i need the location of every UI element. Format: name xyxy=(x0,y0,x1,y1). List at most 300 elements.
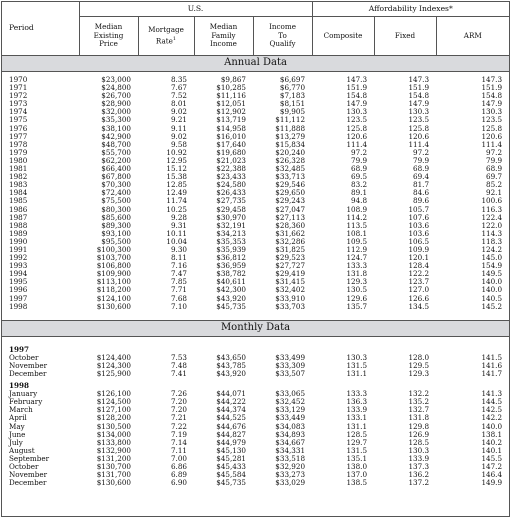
value-cell: 79.9 xyxy=(351,155,368,165)
period-cell: November xyxy=(9,360,48,370)
value-cell: $33,910 xyxy=(275,293,306,303)
value-cell: $103,700 xyxy=(96,253,131,263)
value-cell: $31,415 xyxy=(275,277,306,287)
value-cell: 142.2 xyxy=(481,413,503,423)
value-cell: $32,191 xyxy=(216,220,246,230)
value-cell: 124.7 xyxy=(346,253,368,263)
value-cell: 151.9 xyxy=(481,83,503,93)
value-cell: 123.7 xyxy=(408,277,430,287)
value-cell: 120.1 xyxy=(408,253,430,263)
period-cell: 1970 xyxy=(9,75,28,84)
period-cell: 1990 xyxy=(9,236,28,246)
value-cell: $27,113 xyxy=(275,212,306,222)
value-cell: 151.9 xyxy=(346,83,368,93)
value-cell: $26,700 xyxy=(101,91,131,101)
value-cell: 7.71 xyxy=(170,285,187,295)
value-cell: $31,662 xyxy=(275,228,306,238)
value-cell: $67,800 xyxy=(101,172,131,182)
value-cell: 10.11 xyxy=(166,228,187,238)
value-cell: $128,200 xyxy=(96,413,131,423)
value-cell: 147.3 xyxy=(408,75,430,84)
value-cell: 7.85 xyxy=(170,277,187,287)
value-cell: 7.47 xyxy=(170,269,187,279)
column-header-line: Composite xyxy=(323,30,363,40)
value-cell: 114.3 xyxy=(481,228,503,238)
value-cell: 7.41 xyxy=(170,369,187,378)
value-cell: 116.3 xyxy=(481,204,503,214)
value-cell: 111.4 xyxy=(408,139,430,149)
value-cell: $130,500 xyxy=(96,421,131,431)
value-cell: $21,023 xyxy=(216,155,246,165)
value-cell: 9.28 xyxy=(170,212,187,222)
value-cell: 7.10 xyxy=(170,301,187,311)
value-cell: 118.3 xyxy=(481,236,503,246)
value-cell: $33,129 xyxy=(275,405,306,415)
value-cell: $26,328 xyxy=(275,155,306,165)
value-cell: $43,650 xyxy=(216,352,246,362)
value-cell: $106,800 xyxy=(96,261,131,271)
value-cell: $32,485 xyxy=(275,164,306,174)
value-cell: 130.3 xyxy=(408,445,430,455)
value-cell: 120.6 xyxy=(408,131,430,141)
table-row xyxy=(2,157,509,165)
value-cell: $11,112 xyxy=(275,115,306,125)
value-cell: 129.5 xyxy=(408,360,430,370)
table-row xyxy=(2,303,509,311)
value-cell: $33,499 xyxy=(275,352,306,362)
period-cell: 1984 xyxy=(9,188,28,198)
table-row xyxy=(2,286,509,294)
value-cell: 137.0 xyxy=(346,470,368,480)
value-cell: 97.2 xyxy=(413,147,430,157)
value-cell: $44,827 xyxy=(216,429,246,439)
value-cell: 147.9 xyxy=(408,99,430,109)
period-cell: 1985 xyxy=(9,196,28,206)
value-cell: 130.3 xyxy=(346,107,368,117)
value-cell: 108.9 xyxy=(346,204,368,214)
value-cell: 131.5 xyxy=(346,445,368,455)
value-cell: $29,243 xyxy=(275,196,306,206)
value-cell: 103.6 xyxy=(408,220,430,230)
value-cell: $33,518 xyxy=(275,453,306,463)
value-cell: 103.6 xyxy=(408,228,430,238)
value-cell: 7.22 xyxy=(170,421,187,431)
value-cell: $93,100 xyxy=(101,228,131,238)
table-row xyxy=(2,254,509,262)
value-cell: 15.38 xyxy=(166,172,187,182)
period-cell: 1981 xyxy=(9,164,28,174)
column-header xyxy=(138,17,194,56)
value-cell: $29,650 xyxy=(275,188,306,198)
value-cell: 9.58 xyxy=(170,139,187,149)
value-cell: $43,920 xyxy=(216,293,246,303)
value-cell: $130,600 xyxy=(96,301,131,311)
period-cell: 1995 xyxy=(9,277,28,287)
value-cell: $35,300 xyxy=(101,115,131,125)
table-row xyxy=(2,214,509,222)
table-row xyxy=(2,100,509,108)
value-cell: 123.5 xyxy=(346,115,368,125)
value-cell: 85.2 xyxy=(486,180,503,190)
period-cell: 1974 xyxy=(9,107,28,117)
value-cell: $124,100 xyxy=(96,293,131,303)
value-cell: 7.14 xyxy=(170,437,187,447)
value-cell: 154.8 xyxy=(408,91,430,101)
value-cell: $44,979 xyxy=(216,437,246,447)
value-cell: $32,920 xyxy=(275,462,306,472)
value-cell: $17,640 xyxy=(216,139,246,149)
column-header-line: Qualify xyxy=(269,39,296,49)
value-cell: $45,130 xyxy=(216,445,246,455)
table-row xyxy=(2,354,509,362)
value-cell: $44,071 xyxy=(216,389,246,399)
period-cell: 1992 xyxy=(9,253,28,263)
value-cell: $9,867 xyxy=(220,75,246,84)
value-cell: $126,100 xyxy=(96,389,131,399)
value-cell: 142.5 xyxy=(481,405,503,415)
table-row xyxy=(2,262,509,270)
column-header xyxy=(194,17,253,56)
value-cell: 111.4 xyxy=(346,139,368,149)
value-cell: $20,240 xyxy=(275,147,306,157)
value-cell: $27,735 xyxy=(216,196,246,206)
value-cell: 6.89 xyxy=(170,470,187,480)
value-cell: $43,920 xyxy=(216,369,246,378)
value-cell: 12.49 xyxy=(166,188,187,198)
column-header-line: Family xyxy=(211,30,236,40)
value-cell: 15.12 xyxy=(166,164,187,174)
period-cell: September xyxy=(9,453,50,463)
value-cell: 151.9 xyxy=(408,83,430,93)
value-cell: $134,000 xyxy=(96,429,131,439)
value-cell: 147.3 xyxy=(346,75,368,84)
table-row xyxy=(2,370,509,378)
value-cell: 129.3 xyxy=(408,369,430,378)
value-cell: 149.9 xyxy=(481,478,503,488)
value-cell: 140.5 xyxy=(481,293,503,303)
table-row xyxy=(2,181,509,189)
value-cell: $33,029 xyxy=(275,478,306,488)
column-header xyxy=(374,17,436,56)
value-cell: 154.8 xyxy=(346,91,368,101)
value-cell: 129.3 xyxy=(346,277,368,287)
value-cell: $27,047 xyxy=(275,204,306,214)
table-row xyxy=(2,173,509,181)
value-cell: $44,525 xyxy=(216,413,246,423)
value-cell: $113,100 xyxy=(96,277,131,287)
value-cell: $38,100 xyxy=(101,123,131,133)
value-cell: $44,222 xyxy=(216,397,246,407)
value-cell: $43,785 xyxy=(216,360,246,370)
value-cell: 145.5 xyxy=(481,453,503,463)
column-header xyxy=(79,17,138,56)
value-cell: $45,735 xyxy=(216,478,246,488)
value-cell: $32,402 xyxy=(275,285,306,295)
table-row xyxy=(2,238,509,246)
value-cell: $9,905 xyxy=(279,107,306,117)
table-row xyxy=(2,471,509,479)
value-cell: 11.74 xyxy=(166,196,187,206)
value-cell: $34,213 xyxy=(216,228,246,238)
table-row xyxy=(2,125,509,133)
value-cell: $29,546 xyxy=(275,180,306,190)
value-cell: 133.9 xyxy=(346,405,368,415)
value-cell: $6,770 xyxy=(279,83,306,93)
value-cell: $70,300 xyxy=(101,180,131,190)
affordability-table xyxy=(2,2,509,487)
table-row xyxy=(2,92,509,100)
value-cell: 8.35 xyxy=(170,75,187,84)
value-cell: 147.9 xyxy=(481,99,503,109)
value-cell: $11,116 xyxy=(216,91,246,101)
value-cell: $33,507 xyxy=(275,369,306,378)
period-cell: January xyxy=(9,389,38,399)
value-cell: 145.2 xyxy=(481,301,503,311)
period-cell: 1983 xyxy=(9,180,28,190)
column-header-line: Rate xyxy=(155,36,173,46)
value-cell: 136.2 xyxy=(408,470,430,480)
table-row xyxy=(2,398,509,406)
value-cell: $19,680 xyxy=(216,147,246,157)
value-cell: 133.3 xyxy=(346,261,368,271)
value-cell: $34,331 xyxy=(275,445,306,455)
value-cell: $29,523 xyxy=(275,253,306,263)
value-cell: $24,800 xyxy=(101,83,131,93)
value-cell: $23,000 xyxy=(101,75,131,84)
value-cell: 147.2 xyxy=(481,462,503,472)
value-cell: 132.7 xyxy=(408,405,430,415)
value-cell: $80,300 xyxy=(101,204,131,214)
value-cell: $130,600 xyxy=(96,478,131,488)
table-row xyxy=(2,189,509,197)
annual-data-band: Annual Data xyxy=(2,56,509,72)
period-header: Period xyxy=(2,2,79,56)
value-cell: 113.5 xyxy=(346,220,368,230)
value-cell: 140.0 xyxy=(481,277,503,287)
value-cell: 107.6 xyxy=(408,212,430,222)
value-cell: 130.3 xyxy=(346,352,368,362)
period-cell: 1982 xyxy=(9,172,28,182)
value-cell: 111.4 xyxy=(481,139,503,149)
period-cell: December xyxy=(9,369,47,378)
value-cell: 135.1 xyxy=(346,453,368,463)
value-cell: 10.25 xyxy=(166,204,187,214)
column-header-line: Income xyxy=(210,39,237,49)
value-cell: 69.4 xyxy=(413,172,430,182)
period-cell: 1996 xyxy=(9,285,28,295)
value-cell: $15,834 xyxy=(275,139,306,149)
value-cell: 79.9 xyxy=(486,155,503,165)
value-cell: $35,939 xyxy=(216,244,246,254)
value-cell: 122.2 xyxy=(408,269,430,279)
us-group-header: U.S. xyxy=(79,2,312,17)
value-cell: 141.3 xyxy=(481,389,503,399)
table-row xyxy=(2,270,509,278)
value-cell: 68.9 xyxy=(486,164,503,174)
value-cell: 97.2 xyxy=(486,147,503,157)
value-cell: $75,500 xyxy=(101,196,131,206)
value-cell: 7.21 xyxy=(170,413,187,423)
value-cell: 130.3 xyxy=(408,107,430,117)
value-cell: $34,083 xyxy=(275,421,306,431)
value-cell: 7.52 xyxy=(170,91,187,101)
value-cell: 79.9 xyxy=(413,155,430,165)
column-header-line: Mortgage xyxy=(148,25,184,35)
table-row xyxy=(2,230,509,238)
value-cell: $32,452 xyxy=(275,397,306,407)
value-cell: 149.5 xyxy=(481,269,503,279)
value-cell: 9.02 xyxy=(170,131,187,141)
value-cell: 7.19 xyxy=(170,429,187,439)
value-cell: $100,300 xyxy=(96,244,131,254)
value-cell: $32,286 xyxy=(275,236,306,246)
value-cell: 127.0 xyxy=(408,285,430,295)
value-cell: 9.21 xyxy=(170,115,187,125)
value-cell: 129.8 xyxy=(408,421,430,431)
value-cell: 106.5 xyxy=(408,236,430,246)
value-cell: $14,958 xyxy=(216,123,246,133)
value-cell: 131.8 xyxy=(408,413,430,423)
value-cell: 136.3 xyxy=(346,397,368,407)
value-cell: 7.16 xyxy=(170,261,187,271)
value-cell: 97.2 xyxy=(351,147,368,157)
value-cell: 9.31 xyxy=(170,220,187,230)
value-cell: 147.9 xyxy=(346,99,368,109)
table-row xyxy=(2,84,509,92)
value-cell: $131,700 xyxy=(96,470,131,480)
value-cell: 89.6 xyxy=(413,196,430,206)
value-cell: 100.6 xyxy=(481,196,503,206)
value-cell: $33,309 xyxy=(275,360,306,370)
value-cell: 69.7 xyxy=(486,172,503,182)
value-cell: 133.3 xyxy=(346,389,368,399)
value-cell: 154.8 xyxy=(481,91,503,101)
value-cell: $55,700 xyxy=(101,147,131,157)
value-cell: 105.7 xyxy=(408,204,430,214)
value-cell: $33,065 xyxy=(275,389,306,399)
value-cell: $124,500 xyxy=(96,397,131,407)
value-cell: $10,285 xyxy=(216,83,246,93)
value-cell: 122.0 xyxy=(481,220,503,230)
value-cell: 131.1 xyxy=(346,369,368,378)
value-cell: 83.2 xyxy=(351,180,368,190)
value-cell: $23,433 xyxy=(216,172,246,182)
value-cell: 128.4 xyxy=(408,261,430,271)
period-cell: February xyxy=(9,397,43,407)
column-header-line: To xyxy=(278,30,287,40)
period-cell: 1972 xyxy=(9,91,28,101)
value-cell: $34,893 xyxy=(275,429,306,439)
table-row xyxy=(2,447,509,455)
value-cell: $45,584 xyxy=(216,470,246,480)
table-row xyxy=(2,76,509,84)
table-row xyxy=(2,149,509,157)
value-cell: 109.9 xyxy=(408,244,430,254)
value-cell: 133.9 xyxy=(408,453,430,463)
value-cell: 120.6 xyxy=(346,131,368,141)
column-header-line: ARM xyxy=(463,30,482,40)
value-cell: 137.3 xyxy=(408,462,430,472)
value-cell: 7.48 xyxy=(170,360,187,370)
table-row xyxy=(2,133,509,141)
value-cell: $85,600 xyxy=(101,212,131,222)
period-cell: 1993 xyxy=(9,261,28,271)
value-cell: 154.9 xyxy=(481,261,503,271)
value-cell: 125.8 xyxy=(408,123,430,133)
value-cell: $11,888 xyxy=(275,123,306,133)
table-row xyxy=(2,295,509,303)
value-cell: $24,580 xyxy=(216,180,246,190)
value-cell: 137.2 xyxy=(408,478,430,488)
table-row xyxy=(2,479,509,487)
value-cell: $33,713 xyxy=(275,172,306,182)
period-cell: 1976 xyxy=(9,123,28,133)
value-cell: 89.1 xyxy=(351,188,368,198)
table-row xyxy=(2,362,509,370)
value-cell: 7.26 xyxy=(170,389,187,399)
column-header xyxy=(312,17,374,56)
table-row xyxy=(2,246,509,254)
value-cell: 140.0 xyxy=(481,285,503,295)
value-cell: 6.90 xyxy=(170,478,187,488)
value-cell: $124,400 xyxy=(96,352,131,362)
period-cell: July xyxy=(9,437,23,447)
value-cell: 126.6 xyxy=(408,293,430,303)
value-cell: 9.02 xyxy=(170,107,187,117)
period-cell: 1987 xyxy=(9,212,28,222)
value-cell: 126.9 xyxy=(408,429,430,439)
table-row xyxy=(2,463,509,471)
value-cell: $7,183 xyxy=(279,91,306,101)
value-cell: 134.5 xyxy=(408,301,430,311)
table-row xyxy=(2,431,509,439)
column-header-line: Fixed xyxy=(394,30,416,40)
value-cell: $33,273 xyxy=(275,470,306,480)
value-cell: $27,727 xyxy=(275,261,306,271)
value-cell: $42,300 xyxy=(216,285,246,295)
value-cell: 108.1 xyxy=(346,228,368,238)
value-cell: $6,697 xyxy=(279,75,306,84)
period-cell: 1989 xyxy=(9,228,28,238)
value-cell: $45,281 xyxy=(216,453,246,463)
period-cell: 1979 xyxy=(9,147,28,157)
column-header xyxy=(253,17,312,56)
value-cell: 146.4 xyxy=(481,470,503,480)
column-header-line: Price xyxy=(99,39,118,49)
value-cell: 94.8 xyxy=(351,196,368,206)
value-cell: $45,433 xyxy=(216,462,246,472)
value-cell: $66,400 xyxy=(101,164,131,174)
value-cell: 147.3 xyxy=(481,75,503,84)
value-cell: $33,703 xyxy=(275,301,306,311)
value-cell: $72,400 xyxy=(101,188,131,198)
value-cell: 131.5 xyxy=(346,360,368,370)
value-cell: 131.1 xyxy=(346,421,368,431)
value-cell: 138.5 xyxy=(346,478,368,488)
value-cell: 124.2 xyxy=(481,244,503,254)
value-cell: $13,719 xyxy=(216,115,246,125)
value-cell: 7.11 xyxy=(170,445,187,455)
value-cell: 8.11 xyxy=(170,253,187,263)
value-cell: $16,010 xyxy=(216,131,246,141)
value-cell: 68.9 xyxy=(413,164,430,174)
value-cell: $22,388 xyxy=(216,164,246,174)
footnote-marker: 1 xyxy=(172,35,177,42)
period-cell: 1986 xyxy=(9,204,28,214)
value-cell: 129.7 xyxy=(346,437,368,447)
table-row xyxy=(2,423,509,431)
value-cell: 84.6 xyxy=(413,188,430,198)
